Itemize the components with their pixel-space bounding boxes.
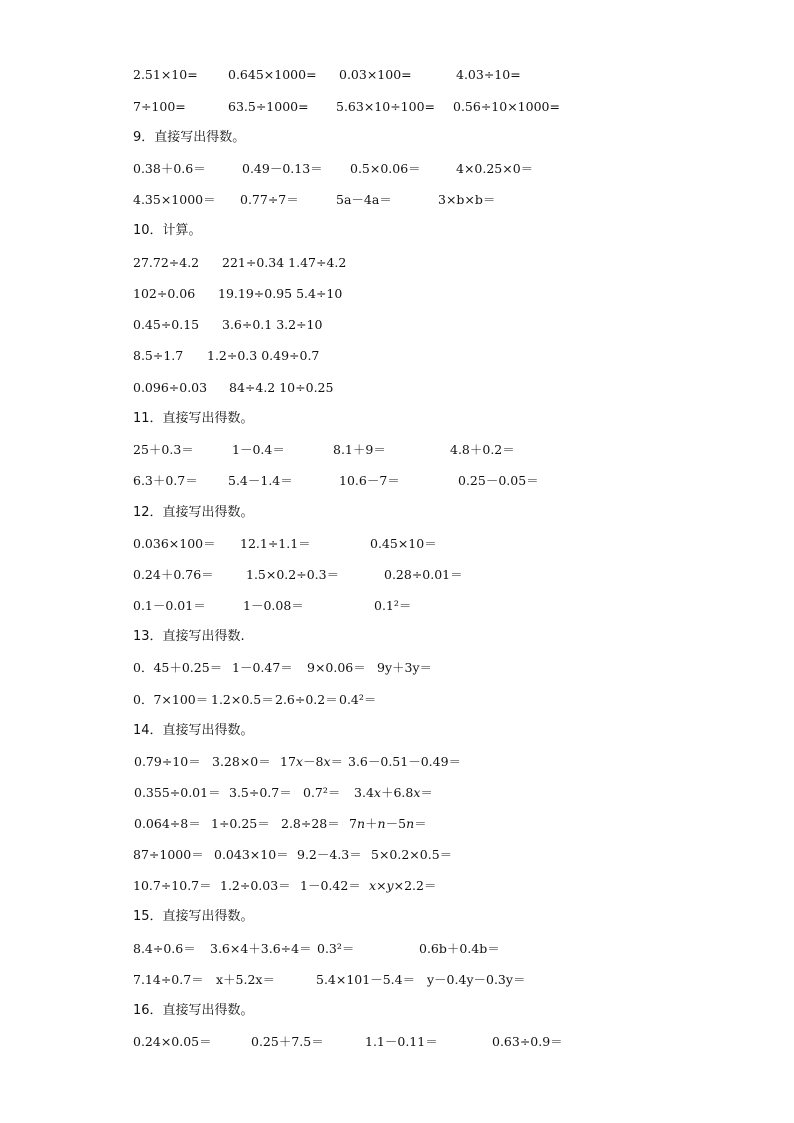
problem-row [0, 752, 794, 772]
math-problem: 5a－4a＝ [336, 192, 392, 207]
math-problem: 3.5÷0.7＝ [229, 785, 292, 800]
question-title: 15．直接写出得数。 [133, 909, 254, 924]
math-problem: 0.3²＝ [317, 941, 355, 956]
math-problem: 4.35×1000＝ [133, 192, 216, 207]
math-problem: 0.1²＝ [374, 598, 412, 613]
math-problem: 0.25－0.05＝ [458, 473, 539, 488]
problem-row [0, 876, 794, 896]
problem-row [0, 284, 794, 304]
math-problem: 7n＋n－5n＝ [349, 816, 427, 831]
math-problem: y－0.4y－0.3y＝ [427, 972, 526, 987]
problem-row [0, 970, 794, 990]
variable: y [386, 878, 394, 893]
problem-row [0, 658, 794, 678]
math-problem: 0.03×100= [339, 67, 412, 82]
problem-row [0, 845, 794, 865]
question-heading [0, 627, 794, 647]
math-problem: 1.2÷0.03＝ [220, 878, 291, 893]
math-problem: 3.28×0＝ [212, 754, 271, 769]
math-problem: 2.6÷0.2＝ [275, 692, 338, 707]
math-problem: 0.28÷0.01＝ [384, 567, 463, 582]
question-title: 12．直接写出得数。 [133, 505, 254, 520]
problem-row [0, 471, 794, 491]
math-problem: 102÷0.06 [133, 286, 196, 301]
question-heading [0, 1001, 794, 1021]
problem-row [0, 939, 794, 959]
math-problem: 3.4x＋6.8x＝ [354, 785, 433, 800]
math-problem: 1.2×0.5＝ [211, 692, 274, 707]
question-heading [0, 221, 794, 241]
variable: n [406, 816, 415, 831]
math-problem: 1－0.08＝ [243, 598, 304, 613]
math-problem: 0.49－0.13＝ [242, 161, 323, 176]
math-problem: 0.77÷7＝ [240, 192, 299, 207]
question-title: 16．直接写出得数。 [133, 1003, 254, 1018]
math-problem: 0.4²＝ [339, 692, 377, 707]
math-problem: 1－0.47＝ [232, 660, 293, 675]
problem-row [0, 190, 794, 210]
problem-row [0, 378, 794, 398]
question-heading [0, 128, 794, 148]
problem-row [0, 565, 794, 585]
math-problem: 2.8÷28＝ [281, 816, 340, 831]
math-problem: 17x－8x＝ [280, 754, 344, 769]
math-problem: 9.2－4.3＝ [297, 847, 362, 862]
question-heading [0, 409, 794, 429]
math-problem: 10.7÷10.7＝ [133, 878, 212, 893]
variable: x [323, 754, 331, 769]
math-problem: 3.6－0.51－0.49＝ [348, 754, 462, 769]
math-problem: 0.1－0.01＝ [133, 598, 206, 613]
math-problem: 7.14÷0.7＝ [133, 972, 204, 987]
math-problem: 8.1＋9＝ [333, 442, 386, 457]
problem-row [0, 159, 794, 179]
question-heading [0, 907, 794, 927]
math-problem: 4×0.25×0＝ [456, 161, 534, 176]
problem-row [0, 253, 794, 273]
math-problem: 4.8＋0.2＝ [450, 442, 515, 457]
math-problem: 84÷4.2 10÷0.25 [229, 380, 334, 395]
problem-row [0, 440, 794, 460]
math-problem: 3.6×4＋3.6÷4＝ [210, 941, 312, 956]
problem-row [0, 814, 794, 834]
problem-row [0, 534, 794, 554]
math-problem: 2.51×10= [133, 67, 198, 82]
math-problem: 0.63÷0.9＝ [492, 1034, 563, 1049]
math-problem: 10.6－7＝ [339, 473, 400, 488]
math-problem: 0.56÷10×1000= [453, 99, 560, 114]
math-problem: 0.6b＋0.4b＝ [419, 941, 500, 956]
variable: x [369, 878, 377, 893]
math-problem: 0.24＋0.76＝ [133, 567, 214, 582]
question-title: 13．直接写出得数. [133, 629, 245, 644]
math-problem: 7÷100= [133, 99, 186, 114]
math-problem: 1.2÷0.3 0.49÷0.7 [207, 348, 320, 363]
problem-row [0, 315, 794, 335]
problem-row [0, 1032, 794, 1052]
problem-row [0, 783, 794, 803]
question-heading [0, 503, 794, 523]
question-heading [0, 721, 794, 741]
math-problem: 12.1÷1.1＝ [240, 536, 311, 551]
problem-row [0, 596, 794, 616]
variable: n [377, 816, 386, 831]
math-problem: 25＋0.3＝ [133, 442, 194, 457]
problem-row [0, 65, 794, 85]
math-problem: 0.45×10＝ [370, 536, 437, 551]
variable: x [413, 785, 421, 800]
math-problem: 8.4÷0.6＝ [133, 941, 196, 956]
math-problem: 5.4－1.4＝ [228, 473, 293, 488]
math-problem: 0.5×0.06＝ [350, 161, 421, 176]
math-problem: 0.79÷10＝ [134, 754, 201, 769]
math-problem: 0．7×100＝ [133, 692, 209, 707]
math-problem: 1－0.4＝ [232, 442, 285, 457]
math-problem: 0.45÷0.15 [133, 317, 200, 332]
math-problem: 3×b×b＝ [438, 192, 496, 207]
math-problem: 6.3＋0.7＝ [133, 473, 198, 488]
math-problem: 0.25＋7.5＝ [251, 1034, 324, 1049]
problem-row [0, 346, 794, 366]
math-problem: 27.72÷4.2 [133, 255, 200, 270]
math-problem: 4.03÷10= [456, 67, 521, 82]
math-problem: 0．45＋0.25＝ [133, 660, 223, 675]
math-problem: 8.5÷1.7 [133, 348, 184, 363]
math-problem: 0.645×1000= [228, 67, 317, 82]
math-problem: 0.043×10＝ [214, 847, 289, 862]
math-problem: 1.5×0.2÷0.3＝ [246, 567, 340, 582]
question-title: 14．直接写出得数。 [133, 723, 254, 738]
math-problem: 221÷0.34 1.47÷4.2 [222, 255, 347, 270]
math-problem: x＋5.2x＝ [216, 972, 275, 987]
problem-row [0, 690, 794, 710]
math-problem: 63.5÷1000= [228, 99, 309, 114]
math-problem: 0.7²＝ [303, 785, 341, 800]
math-problem: 5×0.2×0.5＝ [371, 847, 453, 862]
variable: x [295, 754, 303, 769]
math-problem: 0.096÷0.03 [133, 380, 208, 395]
variable: x [373, 785, 381, 800]
question-title: 9．直接写出得数。 [133, 130, 246, 145]
question-title: 11．直接写出得数。 [133, 411, 254, 426]
math-problem: 9y＋3y＝ [377, 660, 433, 675]
question-title: 10．计算。 [133, 223, 202, 238]
math-problem: 1÷0.25＝ [211, 816, 270, 831]
math-problem: 0.036×100＝ [133, 536, 216, 551]
math-problem: 1.1－0.11＝ [365, 1034, 438, 1049]
math-problem: 3.6÷0.1 3.2÷10 [222, 317, 323, 332]
math-problem: 1－0.42＝ [300, 878, 361, 893]
math-problem: 0.064÷8＝ [134, 816, 201, 831]
math-problem: 0.355÷0.01＝ [134, 785, 221, 800]
math-problem: 0.38＋0.6＝ [133, 161, 206, 176]
problem-row [0, 97, 794, 117]
math-problem: 5.63×10÷100= [336, 99, 436, 114]
math-problem: x×y×2.2＝ [369, 878, 437, 893]
variable: n [356, 816, 366, 831]
math-problem: 9×0.06＝ [307, 660, 366, 675]
math-problem: 87÷1000＝ [133, 847, 204, 862]
math-problem: 19.19÷0.95 5.4÷10 [218, 286, 343, 301]
math-problem: 5.4×101－5.4＝ [316, 972, 416, 987]
math-problem: 0.24×0.05＝ [133, 1034, 212, 1049]
